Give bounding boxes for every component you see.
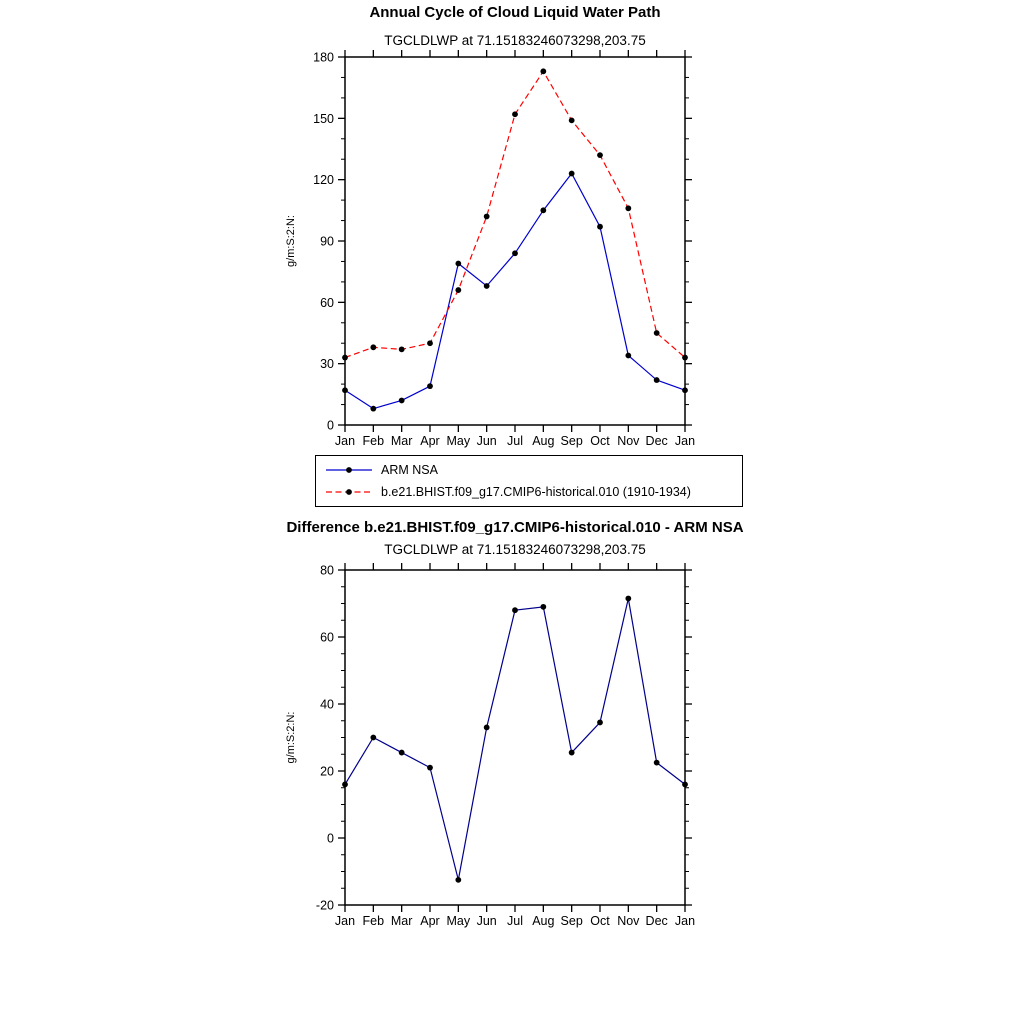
- series-markers-0: [342, 171, 688, 412]
- legend-row-1: [324, 481, 734, 503]
- y-tick-label: 60: [320, 630, 334, 645]
- y-tick-label: 30: [320, 357, 334, 372]
- x-tick-label: Dec: [645, 434, 668, 448]
- bottom-chart-title: Difference b.e21.BHIST.f09_g17.CMIP6-historical.010 - ARM NSA: [286, 519, 744, 536]
- x-tick-label: Nov: [617, 434, 640, 448]
- top-chart-title: Annual Cycle of Cloud Liquid Water Path: [369, 4, 661, 21]
- x-tick-label: Feb: [362, 434, 385, 448]
- y-minor-ticks: [341, 587, 689, 889]
- x-tick-label: Jul: [507, 914, 523, 928]
- x-tick-label: Oct: [590, 914, 610, 928]
- y-tick-label: 180: [313, 50, 334, 65]
- x-tick-label: Jan: [674, 434, 696, 448]
- legend-label: ARM NSA: [381, 463, 438, 477]
- y-tick-label: 40: [320, 697, 334, 712]
- bottom-chart-plot: [280, 556, 750, 936]
- legend-label: b.e21.BHIST.f09_g17.CMIP6-historical.010 (1910-1934): [381, 485, 691, 499]
- y-tick-label: 0: [327, 831, 334, 846]
- y-axis-label: g/m:S:2:N:: [285, 711, 297, 764]
- x-tick-label: Dec: [645, 914, 668, 928]
- x-tick-label: Jan: [674, 914, 696, 928]
- x-ticks: [335, 50, 695, 448]
- x-tick-label: Apr: [420, 914, 440, 928]
- x-tick-label: Sep: [560, 914, 583, 928]
- legend-line-sample: [324, 485, 374, 499]
- plot-frame: [345, 570, 685, 905]
- y-tick-label: -20: [315, 898, 334, 913]
- series-markers-0: [342, 596, 688, 883]
- legend-box: [315, 455, 743, 507]
- x-tick-label: Feb: [362, 914, 385, 928]
- y-tick-label: 20: [320, 764, 334, 779]
- y-axis-label: g/m:S:2:N:: [285, 215, 297, 267]
- x-tick-label: Jul: [507, 434, 523, 448]
- x-tick-label: Jun: [476, 914, 497, 928]
- x-tick-label: Sep: [560, 434, 583, 448]
- series-line-0: [345, 598, 685, 879]
- y-minor-ticks: [341, 77, 689, 404]
- x-tick-label: Aug: [532, 914, 555, 928]
- bottom-chart-subtitle: TGCLDLWP at 71.15183246073298,203.75: [384, 542, 646, 557]
- y-tick-label: 120: [313, 173, 334, 188]
- y-tick-label: 80: [320, 563, 334, 578]
- x-tick-label: May: [446, 434, 471, 448]
- y-tick-label: 150: [313, 111, 334, 126]
- x-tick-label: Aug: [532, 434, 555, 448]
- x-tick-label: Nov: [617, 914, 640, 928]
- x-tick-label: Oct: [590, 434, 610, 448]
- top-chart-subtitle: TGCLDLWP at 71.15183246073298,203.75: [384, 33, 646, 48]
- y-tick-label: 90: [320, 234, 334, 249]
- y-major-ticks: [313, 51, 692, 433]
- y-tick-label: 60: [320, 295, 334, 310]
- series-line-0: [345, 174, 685, 409]
- legend-line-sample: [324, 463, 374, 477]
- x-tick-label: Apr: [420, 434, 440, 448]
- x-tick-label: Jan: [334, 434, 356, 448]
- legend-row-0: [324, 459, 734, 481]
- y-tick-label: 0: [327, 418, 334, 433]
- top-chart-plot: [280, 48, 750, 448]
- x-tick-label: Jun: [476, 434, 497, 448]
- x-tick-label: May: [446, 914, 471, 928]
- x-tick-label: Mar: [390, 434, 413, 448]
- x-tick-label: Mar: [390, 914, 413, 928]
- series-markers-1: [342, 68, 688, 360]
- x-tick-label: Jan: [334, 914, 356, 928]
